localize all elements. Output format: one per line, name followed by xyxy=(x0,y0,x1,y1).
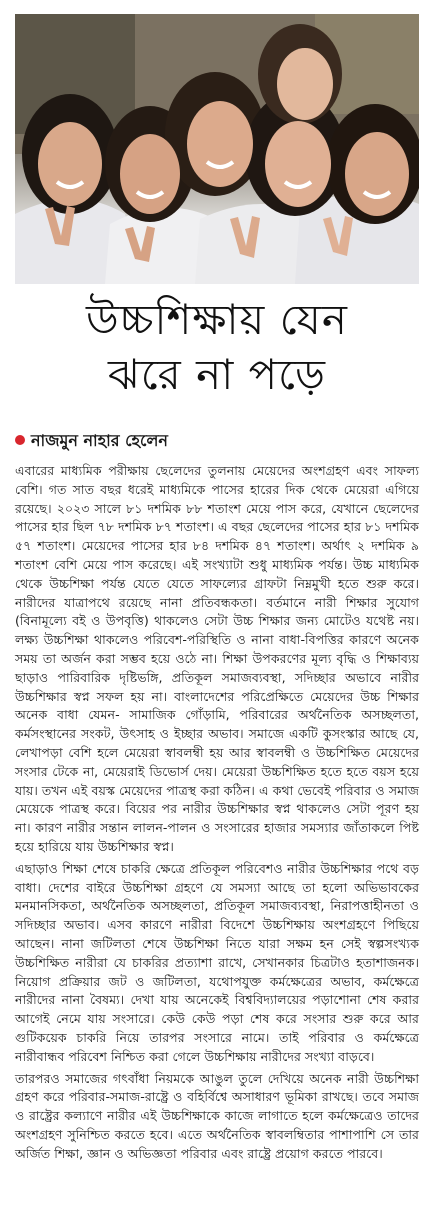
author-name: নাজমুন নাহার হেলেন xyxy=(31,431,168,450)
students-photo xyxy=(15,14,419,284)
byline xyxy=(15,428,168,455)
article-paragraph-2: এছাড়াও শিক্ষা শেষে চাকরি ক্ষেত্রে প্রতিকূল পরিবেশও নারীর উচ্চশিক্ষার পথে বড় বাধা। দেশের বাইরে উচ্চশিক্ষা গ্রহণে যে সমস্যা আছে তা হলো অভিভাবকের মনমানসিকতা, অর্থনৈতিক অসচ্ছলতা, প্রতিকূল সমাজব্যবস্থা, নিরাপত্তাহীনতা ও সদিচ্ছার অভাব। এসব কারণে নারীরা বিদেশে উচ্চশিক্ষায় অংশগ্রহণে পিছিয়ে আছেন। নানা জটিলতা শেষে উচ্চশিক্ষা নিতে যারা সক্ষম হন সেই স্বল্পসংখ্যক উচ্চশিক্ষিত নারীরা যে চাকরির প্রত্যাশা রাখে, সেখানকার চিত্রটাও হতাশাজনক। নিয়োগ প্রক্রিয়ার জট ও জটিলতা, যথোপযুক্ত কর্মক্ষেত্রের অভাব, কর্মক্ষেত্রে নারীদের নানা বৈষম্য। দেখা যায় অনেকেই বিশ্ববিদ্যালয়ের পড়াশোনা শেষ করার আগেই নেমে যায় সংসারে। কেউ কেউ পড়া শেষ করে সংসার শুরু করে আর গুটিকয়েক চাকরি নিয়ে তারপর সংসারে নামে। তাই পরিবার ও কর্মক্ষেত্রে নারীবান্ধব পরিবেশ নিশ্চিত করা গেলে উচ্চশিক্ষায় নারীদের সংখ্যা বাড়বে। xyxy=(15,860,419,1064)
headline xyxy=(0,292,434,402)
headline-line-1: উচ্চশিক্ষায় যেন xyxy=(86,295,348,344)
article-paragraph-3: তারপরও সমাজের গৎবাঁধা নিয়মকে আঙুল তুলে দেখিয়ে অনেক নারী উচ্চশিক্ষা গ্রহণ করে পরিবার-সমাজ-রাষ্ট্রে ও বহির্বিশ্বে অসাধারণ ভূমিকা রাখছে। তবে সমাজ ও রাষ্ট্রের কল্যাণে নারীর এই উচ্চশিক্ষাকে কাজে লাগাতে হলে কর্মক্ষেত্রেও তাদের অংশগ্রহণ সুনিশ্চিত করতে হবে। এতে অর্থনৈতিক স্বাবলম্বিতার পাশাপাশি সে তার অর্জিত শিক্ষা, জ্ঞান ও অভিজ্ঞতা পরিবার এবং রাষ্ট্রে প্রয়োগ করতে পারবে। xyxy=(15,1070,419,1161)
red-dot-icon xyxy=(15,435,25,445)
students-illustration xyxy=(15,14,419,284)
article-paragraph-1: এবারের মাধ্যমিক পরীক্ষায় ছেলেদের তুলনায় মেয়েদের অংশগ্রহণ এবং সাফল্য বেশি। গত সাত বছর ধরেই মাধ্যমিকে পাসের হারের দিক থেকে মেয়েরা এগিয়ে রয়েছে। ২০২৩ সালে ৮১ দশমিক ৮৮ শতাংশ মেয়ে পাস করে, যেখানে ছেলেদের পাসের হার ছিল ৭৮ দশমিক ৮৭ শতাংশ। এ বছর ছেলেদের পাসের হার ৮১ দশমিক ৫৭ শতাংশ। মেয়েদের পাসের হার ৮৪ দশমিক ৪৭ শতাংশ। অর্থাৎ ২ দশমিক ৯ শতাংশ বেশি মেয়ে পাস করেছে। এই সংখ্যাটা শুধু মাধ্যমিক পর্যন্ত। উচ্চ মাধ্যমিক থেকে উচ্চশিক্ষা পর্যন্ত যেতে যেতে সাফল্যের গ্রাফটা নিম্নমুখী হতে শুরু করে। নারীদের যাত্রাপথে রয়েছে নানা প্রতিবন্ধকতা। বর্তমানে নারী শিক্ষার সুযোগ (বিনামূল্যে বই ও উপবৃত্তি) থাকলেও সেটা উচ্চ শিক্ষার জন্য মোটেও যথেষ্ট নয়। লক্ষ্য উচ্চশিক্ষা থাকলেও পরিবেশ-পরিস্থিতি ও নানা বাধা-বিপত্তির কারণে অনেক সময় তা অর্জন করা সম্ভব হয়ে ওঠে না। শিক্ষা উপকরণের মূল্য বৃদ্ধি ও শিক্ষাব্যয় ছাড়াও পারিবারিক দৃষ্টিভঙ্গি, প্রতিকূল সমাজব্যবস্থা, সদিচ্ছার অভাবে নারীর উচ্চশিক্ষার স্বপ্ন সফল হয় না। বাংলাদেশের পরিপ্রেক্ষিতে মেয়েদের উচ্চ শিক্ষার অনেক বাধা যেমন- সামাজিক গোঁড়ামি, পরিবারের অর্থনৈতিক অসচ্ছলতা, কর্মসংস্থানের সংকট, উৎসাহ ও ইচ্ছার অভাব। সমাজে একটি কুসংস্কার আছে যে, লেখাপড়া বেশি হলে মেয়েরা স্বাবলম্বী হয় আর স্বাবলম্বী ও উচ্চশিক্ষিত মেয়েদের সংসার টেকে না, মেয়েরাই ডিভোর্স দেয়। মেয়েরা উচ্চশিক্ষিত হতে হতে বয়স হয়ে যায়। তখন এই বয়স্ক মেয়েদের পাত্রস্থ করা কঠিন। এ কথা ভেবেই পরিবার ও সমাজ মেয়েকে পাত্রস্থ করে। বিয়ের পর নারীর উচ্চশিক্ষার স্বপ্ন থাকলেও সেটা পূরণ হয় না। কারণ নারীর সন্তান লালন-পালন ও সংসারের হাজার সমস্যার জাঁতাকলে পিষ্ট হয়ে হারিয়ে যায় উচ্চশিক্ষার স্বপ্ন। xyxy=(15,463,420,854)
article-body xyxy=(15,462,419,1166)
headline-line-2: ঝরে না পড়ে xyxy=(107,350,327,399)
